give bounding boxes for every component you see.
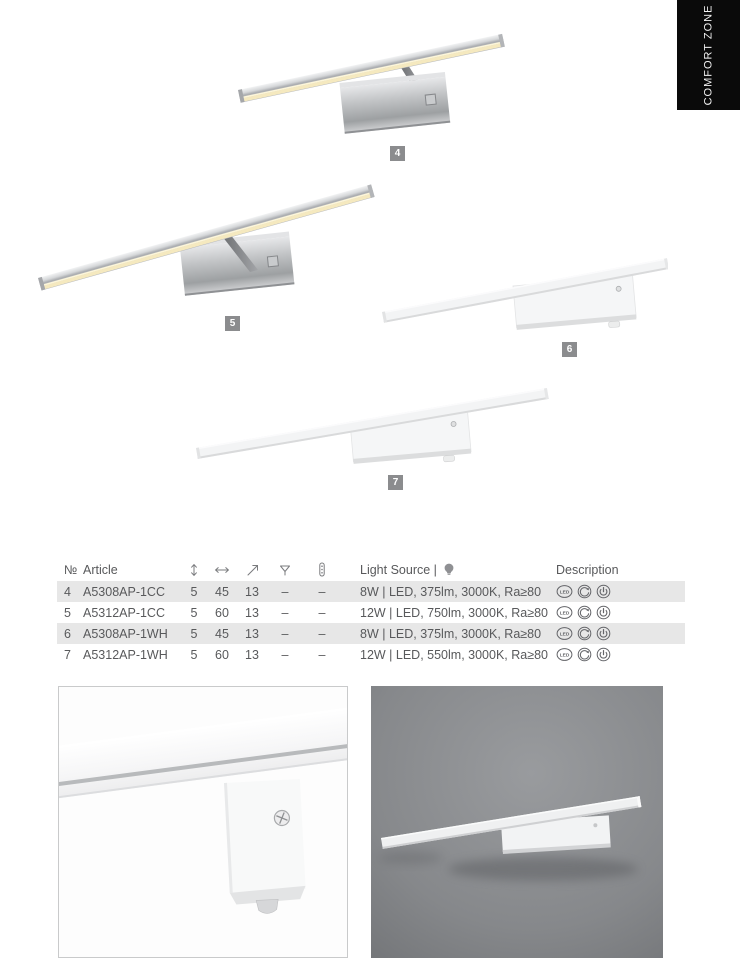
light-source-value: 8W | LED, 375lm, 3000K, Ra≥80 xyxy=(360,584,542,599)
col-number-header: № xyxy=(64,562,78,577)
width-value: 60 xyxy=(215,605,229,620)
article-code: A5308AP-1CC xyxy=(83,584,165,599)
light-source-value: 8W | LED, 375lm, 3000K, Ra≥80 xyxy=(360,626,542,641)
width-value: 45 xyxy=(215,584,229,599)
shade-value: – xyxy=(281,647,289,662)
table-header-row xyxy=(57,558,685,581)
projection-value: 13 xyxy=(245,584,259,599)
projection-value: 13 xyxy=(245,626,259,641)
width-arrow-icon xyxy=(214,562,230,578)
projection-value: 13 xyxy=(245,647,259,662)
shade-value: – xyxy=(281,605,289,620)
white-picture-light-60cm xyxy=(186,386,556,491)
product-image-5 xyxy=(20,178,385,333)
white-picture-light-45cm xyxy=(368,256,668,361)
lamp-value: – xyxy=(318,647,326,662)
image-number-badge: 5 xyxy=(225,316,240,331)
led-badge-icon xyxy=(556,584,573,599)
row-number: 6 xyxy=(64,626,71,641)
width-value: 60 xyxy=(215,647,229,662)
row-number: 4 xyxy=(64,584,71,599)
svg-text:LED: LED xyxy=(559,653,570,659)
power-switch-icon xyxy=(596,584,611,599)
description-header: Description xyxy=(556,562,619,577)
height-value: 5 xyxy=(190,605,198,620)
light-source-header: Light Source | xyxy=(360,562,437,577)
comfort-zone-tab xyxy=(677,0,740,110)
lamp-value: – xyxy=(318,605,326,620)
table-row xyxy=(57,644,685,665)
image-number-badge: 4 xyxy=(390,146,405,161)
table-row xyxy=(57,623,685,644)
shade-symbol-icon xyxy=(278,562,292,578)
svg-text:LED: LED xyxy=(559,611,570,617)
product-image-7 xyxy=(186,386,556,491)
lamp-value: – xyxy=(318,584,326,599)
white-fixture-closeup xyxy=(59,687,348,958)
power-switch-icon xyxy=(596,647,611,662)
col-article-header: Article xyxy=(83,562,118,577)
led-badge-icon xyxy=(556,605,573,620)
spec-table xyxy=(57,558,685,665)
height-arrow-icon xyxy=(187,562,201,578)
power-switch-icon xyxy=(596,605,611,620)
rotatable-icon xyxy=(577,626,592,641)
svg-text:LED: LED xyxy=(559,590,570,596)
led-badge-icon xyxy=(556,647,573,662)
row-number: 7 xyxy=(64,647,71,662)
light-source-value: 12W | LED, 550lm, 3000K, Ra≥80 xyxy=(360,647,548,662)
white-fixture-on-wall xyxy=(371,686,663,958)
shade-value: – xyxy=(281,584,289,599)
light-source-value: 12W | LED, 750lm, 3000K, Ra≥80 xyxy=(360,605,548,620)
ambient-photo-wall xyxy=(371,686,663,958)
image-number-badge: 6 xyxy=(562,342,577,357)
article-code: A5308AP-1WH xyxy=(83,626,168,641)
lamp-symbol-icon xyxy=(315,561,329,578)
comfort-zone-label: COMFORT ZONE xyxy=(702,4,715,106)
detail-photo-closeup xyxy=(58,686,348,958)
chrome-picture-light-60cm xyxy=(20,178,385,333)
table-row xyxy=(57,581,685,602)
svg-text:LED: LED xyxy=(559,632,570,638)
table-row xyxy=(57,602,685,623)
projection-arrow-icon xyxy=(245,562,260,578)
product-image-4 xyxy=(228,32,508,162)
rotatable-icon xyxy=(577,584,592,599)
rotatable-icon xyxy=(577,647,592,662)
height-value: 5 xyxy=(190,626,198,641)
lamp-value: – xyxy=(318,626,326,641)
height-value: 5 xyxy=(190,647,198,662)
row-number: 5 xyxy=(64,605,71,620)
rotatable-icon xyxy=(577,605,592,620)
bulb-icon xyxy=(442,562,456,577)
article-code: A5312AP-1WH xyxy=(83,647,168,662)
chrome-picture-light-45cm xyxy=(228,32,508,162)
height-value: 5 xyxy=(190,584,198,599)
product-image-6 xyxy=(368,256,668,361)
width-value: 45 xyxy=(215,626,229,641)
led-badge-icon xyxy=(556,626,573,641)
shade-value: – xyxy=(281,626,289,641)
image-number-badge: 7 xyxy=(388,475,403,490)
projection-value: 13 xyxy=(245,605,259,620)
article-code: A5312AP-1CC xyxy=(83,605,165,620)
power-switch-icon xyxy=(596,626,611,641)
